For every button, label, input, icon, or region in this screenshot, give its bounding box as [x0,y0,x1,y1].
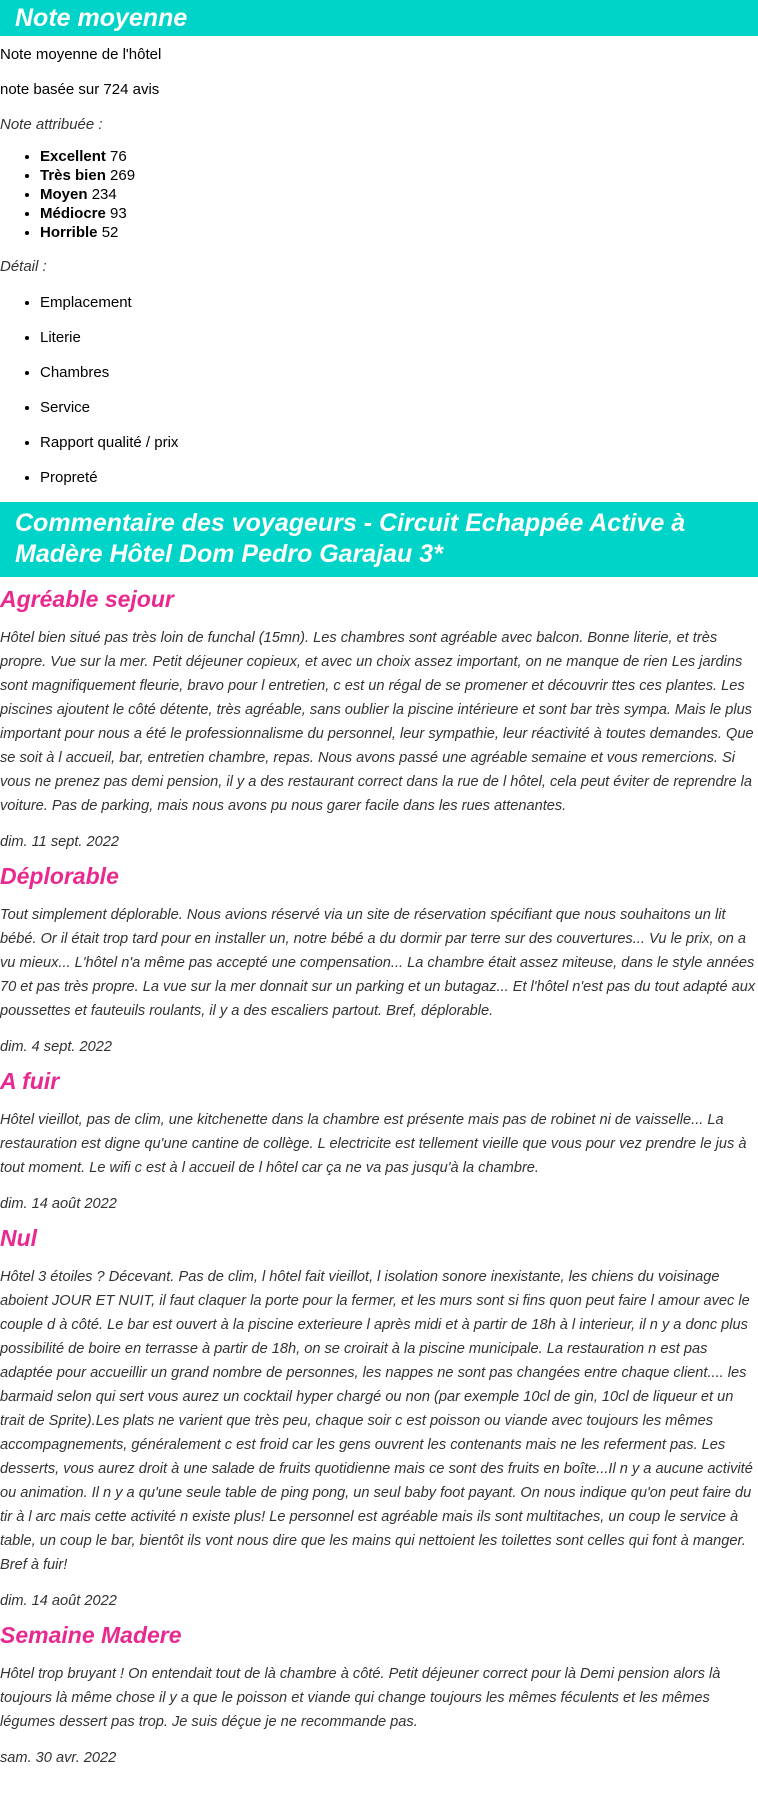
review [0,1620,758,1768]
review-text: Hôtel trop bruyant ! On entendait tout de là chambre à côté. Petit déjeuner correct pour là Demi pension alors là toujours là même chose il y a que le poisson et viande qui change toujours les mêmes féculents et les mêmes légumes dessert pas trop. Je suis déçue je ne recommande pas. [0,1666,721,1730]
detail-literie: • Literie [40,328,758,347]
rating-horrible: • Horrible 52 [40,223,758,242]
rating-excellent: • Excellent 76 [40,147,758,166]
review [0,1066,758,1214]
comments-header: Commentaire des voyageurs - Circuit Echappée Active à Madère Hôtel Dom Pedro Garajau 3* [0,502,758,577]
review-text: Hôtel 3 étoiles ? Décevant. Pas de clim, l hôtel fait vieillot, l isolation sonore inexistante, les chiens du voisinage aboient JOUR ET NUIT, il faut claquer la porte pour la fermer, et les murs sont si fins quon peut faire l amour avec le couple d à côté. Le bar est ouvert à la piscine exterieure l après midi et à partir de 18h à l interieur, il n y a donc plus possibilité de boire en terrasse à partir de 18h, on se croirait à la piscine municipale. La restauration n est pas adaptée pour accueillir un grand nombre de personnes, les nappes ne sont pas changées entre chaque client.... les barmaid selon qui sert vous aurez un cocktail hyper chargé ou non (par exemple 10cl de gin, 10cl de liqueur et un trait de Sprite).Les plats ne varient que très peu, chaque soir c est poisson ou viande avec toujours les mêmes accompagnements, généralement c est froid car les gens ouvrent les contenants mais ne les referment pas. Les desserts, vous aurez droit à une salade de fruits quotidienne mais ce sont des fruits en boîte...Il n y a aucune activité ou animation. Il n y a qu'une seule table de ping pong, un seul baby foot payant. On nous indique qu'on peut faire du tir à l arc mais cette activité n existe plus! Le personnel est agréable mais ils sont multitaches, un coup le service à table, un coup le bar, bientôt ils vont nous dire que les mains qui nettoient les toilettes sont celles qui font à manger. Bref à fuir! [0,1269,753,1573]
detail-label: Détail : [0,258,47,275]
review-date: sam. 30 avr. 2022 [0,1750,117,1766]
review-title: Nul [0,1225,38,1251]
reviews-count: note basée sur 724 avis [0,81,160,98]
detail-rapport-qualite-prix: • Rapport qualité / prix [40,433,758,452]
review-text: Hôtel bien situé pas très loin de funchal (15mn). Les chambres sont agréable avec balcon. Bonne literie, et très propre. Vue sur la mer. Petit déjeuner copieux, et avec un choix assez important, on ne manque de rien Les jardins sont magnifiquement fleurie, bravo pour l entretien, c est un régal de se promener et découvrir ttes ces plantes. Les piscines ajoutent le côté détente, très agréable, sans oublier la piscine intérieure et sont bar très sympa. Mais le plus important pour nous a été le professionnalisme du personnel, leur sympathie, leur réactivité à toutes demandes. Que se soit à l accueil, bar, entretien chambre, repas. Nous avons passé une agréable semaine et vous remercions. Si vous ne prenez pas demi pension, il y a des restaurant correct dans la rue de l hôtel, cela peut éviter de reprendre la voiture. Pas de parking, mais nous avons pu nous garer facile dans les rues attenantes. [0,630,754,814]
review [0,584,758,852]
rating-moyen: • Moyen 234 [40,185,758,204]
review-text: Tout simplement déplorable. Nous avions réservé via un site de réservation spécifiant que nous souhaitons un lit bébé. Or il était trop tard pour en installer un, notre bébé a du dormir par terre sur des couvertures... Vu le prix, on a vu mieux... L'hôtel n'a même pas accepté une compensation... La chambre était assez miteuse, dans le style années 70 et pas très propre. La vue sur la mer donnait sur un parking et un butagaz... Et l'hôtel n'est pas du tout adapté aux poussettes et fauteuils roulants, il y a des escaliers partout. Bref, déplorable. [0,907,756,1019]
detail-proprete: • Propreté [40,468,758,487]
ratings-list [0,147,758,242]
detail-list [0,293,758,487]
review [0,1223,758,1611]
review-date: dim. 14 août 2022 [0,1593,117,1609]
review-date: dim. 4 sept. 2022 [0,1039,112,1055]
review-title: Déplorable [0,863,119,889]
detail-chambres: • Chambres [40,363,758,382]
review-text: Hôtel vieillot, pas de clim, une kitchenette dans la chambre est présente mais pas de robinet ni de vaisselle... La restauration est digne qu'une cantine de collège. L electricite est tellement vieille que vous pour vez prendre le jus à tout moment. Le wifi c est à l accueil de l hôtel car ça ne va pas jusqu'à la chambre. [0,1112,747,1176]
average-rating-header: Note moyenne [0,0,758,36]
assigned-rating-label: Note attribuée : [0,116,103,133]
rating-tres-bien: • Très bien 269 [40,166,758,185]
review-date: dim. 11 sept. 2022 [0,834,119,850]
review-title: Semaine Madere [0,1622,182,1648]
review-title: A fuir [0,1068,60,1094]
detail-service: • Service [40,398,758,417]
detail-emplacement: • Emplacement [40,293,758,312]
rating-mediocre: • Médiocre 93 [40,204,758,223]
review-title: Agréable sejour [0,586,174,612]
review [0,861,758,1057]
hotel-average-label: Note moyenne de l'hôtel [0,46,162,63]
review-date: dim. 14 août 2022 [0,1196,117,1212]
